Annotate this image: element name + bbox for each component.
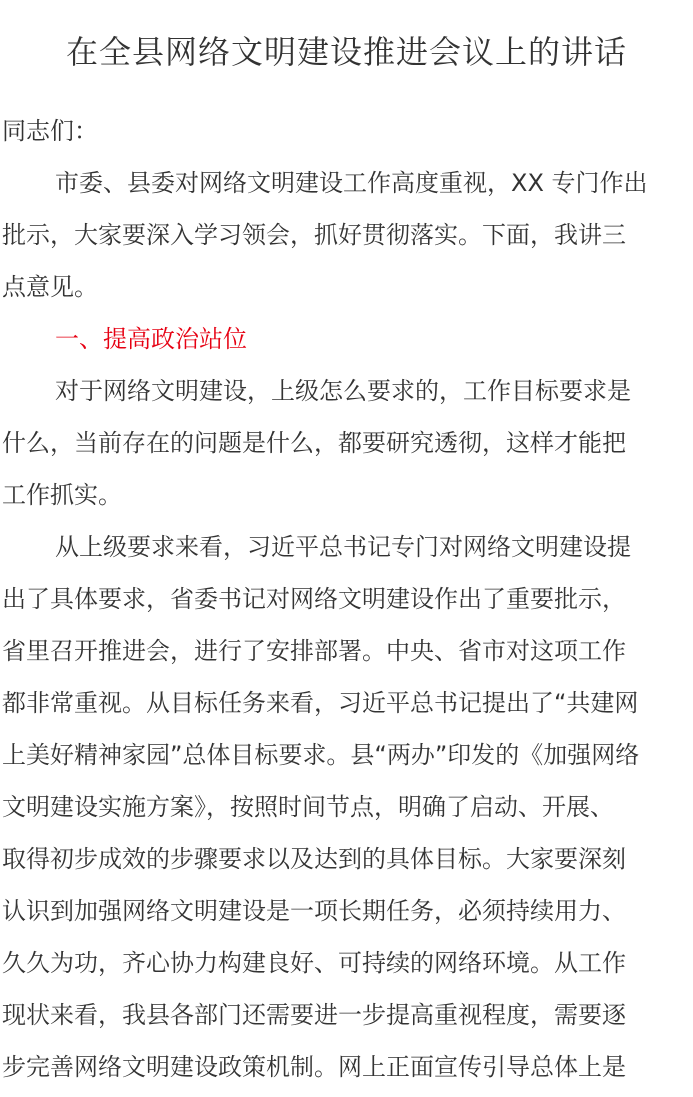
paragraph-line: 批示，大家要深入学习领会，抓好贯彻落实。下面，我讲三 [2,221,626,249]
paragraph-line: 对于网络文明建设，上级怎么要求的，工作目标要求是 [55,377,631,405]
paragraph-line: 省里召开推进会，进行了安排部署。中央、省市对这项工作 [2,637,626,665]
paragraph-line: 出了具体要求，省委书记对网络文明建设作出了重要批示， [2,585,626,613]
section-heading: 一、提高政治站位 [55,325,247,353]
paragraph-line: 市委、县委对网络文明建设工作高度重视，XX 专门作出 [55,169,648,197]
salutation: 同志们： [2,117,98,145]
paragraph-line: 点意见。 [2,273,98,301]
paragraph-line: 现状来看，我县各部门还需要进一步提高重视程度，需要逐 [2,1001,626,1029]
paragraph-line: 步完善网络文明建设政策机制。网上正面宣传引导总体上是 [2,1053,626,1081]
paragraph-line: 文明建设实施方案》，按照时间节点，明确了启动、开展、 [2,793,614,821]
paragraph-line: 什么，当前存在的问题是什么，都要研究透彻，这样才能把 [2,429,626,457]
paragraph-line: 取得初步成效的步骤要求以及达到的具体目标。大家要深刻 [2,845,626,873]
paragraph-line: 认识到加强网络文明建设是一项长期任务，必须持续用力、 [2,897,626,925]
paragraph-line: 工作抓实。 [2,481,122,509]
paragraph-line: 从上级要求来看，习近平总书记专门对网络文明建设提 [55,533,631,561]
paragraph-line: 都非常重视。从目标任务来看，习近平总书记提出了“共建网 [2,689,639,717]
document-title: 在全县网络文明建设推进会议上的讲话 [65,33,627,71]
paragraph-line: 上美好精神家园”总体目标要求。县“两办”印发的《加强网络 [2,741,640,769]
paragraph-line: 久久为功，齐心协力构建良好、可持续的网络环境。从工作 [2,949,626,977]
